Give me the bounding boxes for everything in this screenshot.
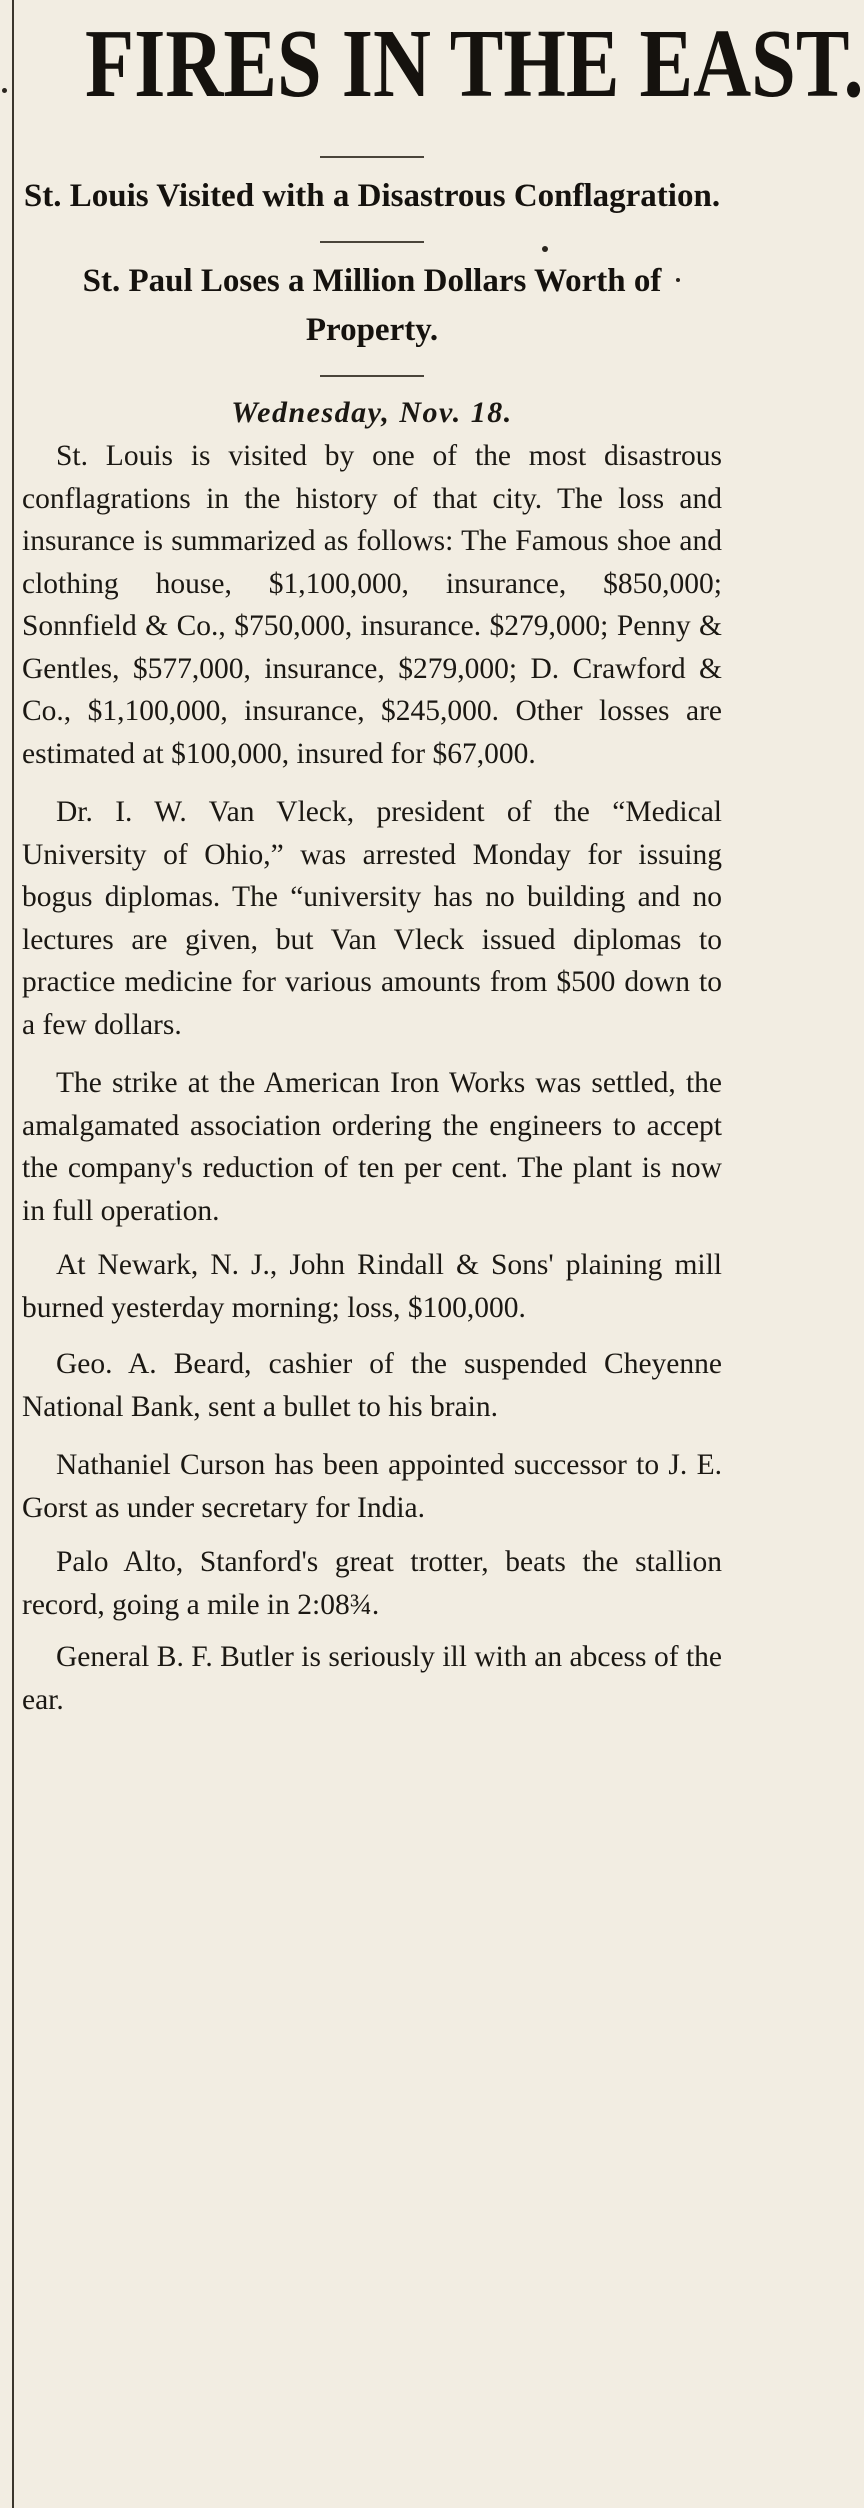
paragraph-st-louis-fire: St. Louis is visited by one of the most disastrous conflagrations in the history of that city. The loss and insurance is summarized as follows: The Famous shoe and clothing house, $1,100,000, insurance, $850,000; Sonnfield & Co., $750,000, insurance. $279,000; Penny & Gentles, $577,000, insurance, $279,000; D. Crawford & Co., $1,100,000, insurance, $245,000. Other losses are estimated at $100,000, insured for $67,000.: [22, 440, 722, 770]
paragraph-newark-mill: At Newark, N. J., John Rindall & Sons' plaining mill burned yesterday morning; loss, $100,000.: [22, 1249, 722, 1324]
paragraph-iron-works-strike: The strike at the American Iron Works was settled, the amalgamated association ordering the engineers to accept the company's reduction of ten per cent. The plant is now in full operation.: [22, 1067, 722, 1227]
deck-st-louis: St. Louis Visited with a Disastrous Conflagration.: [23, 178, 721, 214]
headline: FIRES IN THE EAST.: [85, 10, 864, 118]
news-article: [22, 0, 864, 1721]
dateline: Wednesday, Nov. 18.: [231, 396, 513, 429]
divider: [320, 241, 424, 243]
deck-st-paul: St. Paul Loses a Million Dollars Worth of Property.: [82, 263, 662, 348]
ink-speck: [2, 88, 7, 93]
divider: [320, 156, 424, 158]
divider: [320, 375, 424, 377]
column-rule: [12, 0, 14, 2508]
paragraph-butler: General B. F. Butler is seriously ill with an abcess of the ear.: [22, 1641, 722, 1716]
paragraph-curson: Nathaniel Curson has been appointed successor to J. E. Gorst as under secretary for India.: [22, 1449, 722, 1524]
paragraph-beard: Geo. A. Beard, cashier of the suspended Cheyenne National Bank, sent a bullet to his brain.: [22, 1348, 722, 1423]
paragraph-palo-alto: Palo Alto, Stanford's great trotter, beats the stallion record, going a mile in 2:08¾.: [22, 1546, 722, 1621]
paragraph-van-vleck: Dr. I. W. Van Vleck, president of the “Medical University of Ohio,” was arrested Monday for issuing bogus diplomas. The “university has no building and no lectures are given, but Van Vleck issued diplomas to practice medicine for various amounts from $500 down to a few dollars.: [22, 796, 722, 1041]
